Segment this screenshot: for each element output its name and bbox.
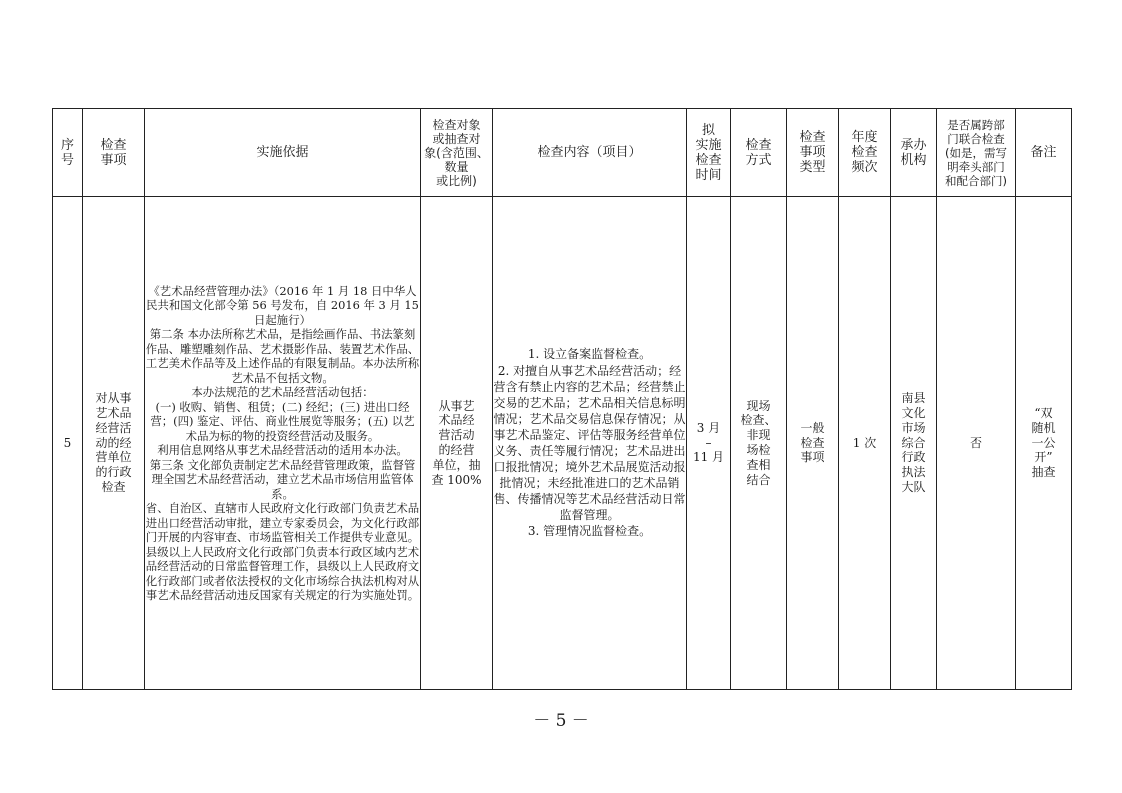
header-org: 承办 机构 — [891, 109, 937, 197]
cell-joint: 否 — [937, 197, 1016, 690]
header-note: 备注 — [1016, 109, 1072, 197]
cell-target: 从事艺 术品经 营活动 的经营 单位，抽 查 100% — [421, 197, 493, 690]
table-row — [53, 197, 1072, 690]
header-basis: 实施依据 — [145, 109, 421, 197]
cell-note: “双 随机 一公 开” 抽查 — [1016, 197, 1072, 690]
basis-line: 县级以上人民政府文化行政部门负责本行政区域内艺术品经营活动的日常监督管理工作，县级以上人民政府文化行政部门或者依法授权的文化市场综合执法机构对从事艺术品经营活动违反国家有关规定的行为实施处罚。 — [145, 544, 420, 602]
header-row — [53, 109, 1072, 197]
cell-time: 3 月 – 11 月 — [687, 197, 731, 690]
header-time: 拟 实施 检查 时间 — [687, 109, 731, 197]
header-freq: 年度 检查 频次 — [839, 109, 891, 197]
content-line: 3. 管理情况监督检查。 — [527, 524, 652, 539]
cell-freq: 1 次 — [839, 197, 891, 690]
cell-org: 南县 文化 市场 综合 行政 执法 大队 — [891, 197, 937, 690]
cell-content — [493, 197, 687, 690]
cell-item: 对从事 艺术品 经营活 动的经 营单位 的行政 检查 — [83, 197, 145, 690]
header-no: 序 号 — [53, 109, 83, 197]
cell-basis — [145, 197, 421, 690]
basis-line: (一) 收购、销售、租赁；(二) 经纪；(三) 进出口经营；(四) 鉴定、评估、商业性展览等服务；(五) 以艺术品为标的物的投资经营活动及服务。 — [150, 399, 415, 443]
header-type: 检查 事项 类型 — [787, 109, 839, 197]
content-line: 2. 对擅自从事艺术品经营活动；经营含有禁止内容的艺术品；经营禁止交易的艺术品；艺术品相关信息标明情况；艺术品交易信息保存情况；从事艺术品鉴定、评估等服务经营单位义务、责任等履行情况；艺术品进出口报批情况；境外艺术品展览活动报批情况；未经批准进口的艺术品销售、传播情况等艺术品经营活动日常监督管理。 — [493, 363, 686, 523]
header-target: 检查对象 或抽查对 象(含范围、 数量 或比例) — [421, 109, 493, 197]
cell-no: 5 — [53, 197, 83, 690]
header-item: 检查 事项 — [83, 109, 145, 197]
content-line: 1. 设立备案监督检查。 — [527, 347, 652, 362]
header-method: 检查 方式 — [731, 109, 787, 197]
page-number: － 5 － — [533, 711, 589, 731]
cell-method: 现场 检查、 非现 场检 查相 结合 — [731, 197, 787, 690]
basis-line: 本办法规范的艺术品经营活动包括： — [191, 385, 374, 399]
inspection-table — [52, 108, 1072, 690]
basis-line: 第三条 文化部负责制定艺术品经营管理政策，监督管理全国艺术品经营活动，建立艺术品市场信用监管体系。 — [149, 457, 416, 501]
basis-line: 第二条 本办法所称艺术品，是指绘画作品、书法篆刻作品、雕塑雕刻作品、艺术摄影作品、装置艺术作品、工艺美术作品等及上述作品的有限复制品。本办法所称艺术品不包括文物。 — [145, 327, 420, 385]
header-content: 检查内容（项目） — [493, 109, 687, 197]
basis-line: 《艺术品经营管理办法》（2016 年 1 月 18 日中华人民共和国文化部令第 56 号发布，自 2016 年 3 月 15 日起施行） — [146, 283, 419, 327]
basis-line: 省、自治区、直辖市人民政府文化行政部门负责艺术品进出口经营活动审批，建立专家委员会，为文化行政部门开展的内容审查、市场监管相关工作提供专业意见。 — [145, 501, 420, 544]
cell-type: 一般 检查 事项 — [787, 197, 839, 690]
basis-line: 利用信息网络从事艺术品经营活动的适用本办法。 — [157, 443, 408, 457]
header-joint: 是否属跨部 门联合检查 (如是，需写 明牵头部门 和配合部门) — [937, 109, 1016, 197]
